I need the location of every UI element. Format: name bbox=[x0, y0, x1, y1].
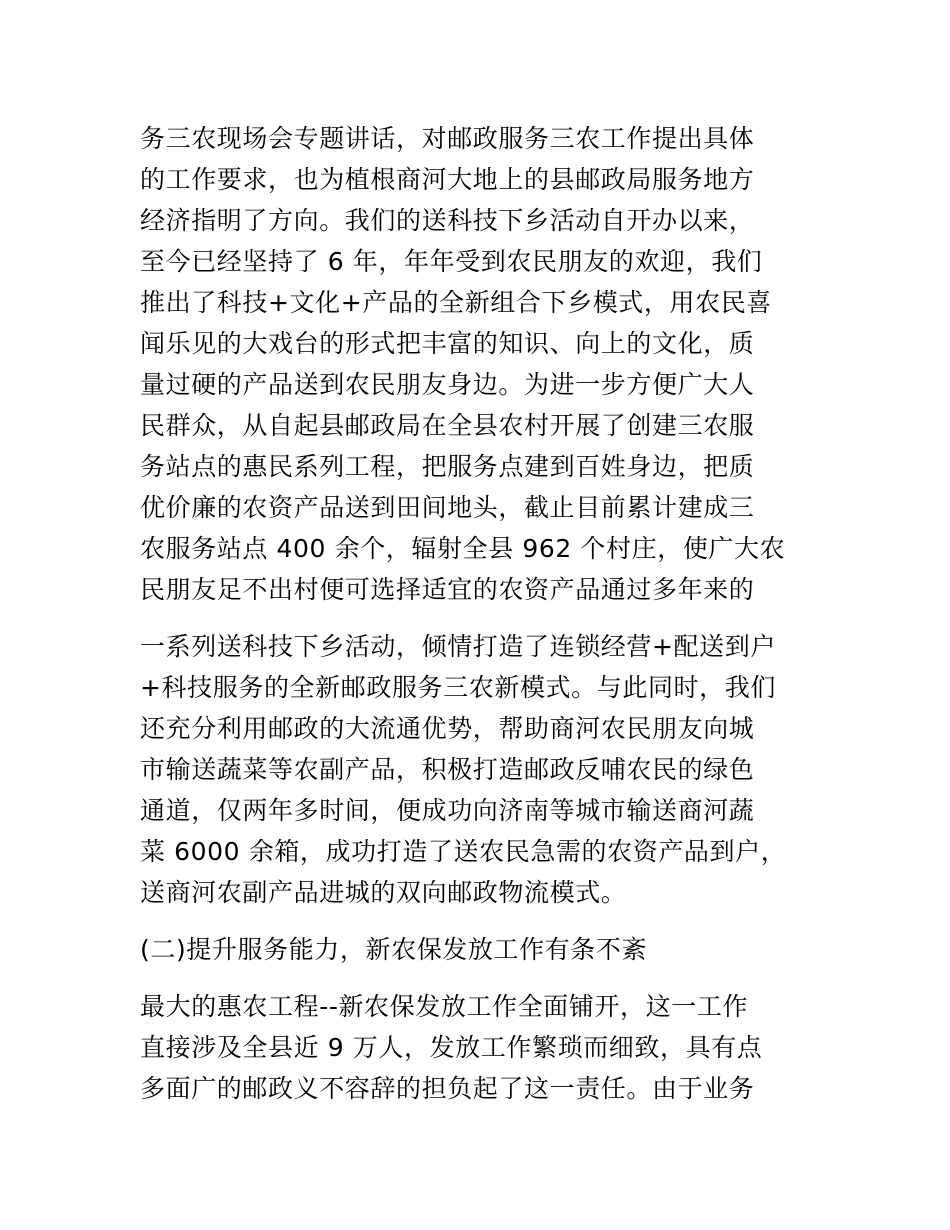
paragraph-2-line: 送商河农副产品进城的双向邮政物流模式。 bbox=[140, 878, 627, 907]
paragraph-1-line: 的工作要求，也为植根商河大地上的县邮政局服务地方 bbox=[140, 165, 755, 194]
paragraph-1-line: 民朋友足不出村便可选择适宜的农资产品通过多年来的 bbox=[140, 575, 755, 604]
paragraph-1-line: 优价廉的农资产品送到田间地头，截止目前累计建成三 bbox=[140, 493, 755, 522]
paragraph-2-line: 通道，仅两年多时间，便成功向济南等城市输送商河蔬 bbox=[140, 796, 755, 825]
paragraph-1-line: 民群众，从自起县邮政局在全县农村开展了创建三农服 bbox=[140, 411, 755, 440]
paragraph-3-line: 直接涉及全县近 9 万人，发放工作繁琐而细致，具有点 bbox=[140, 1033, 763, 1062]
paragraph-1-line: 农服务站点 400 余个，辐射全县 962 个村庄，使广大农 bbox=[140, 534, 786, 563]
paragraph-1-line: 量过硬的产品送到农民朋友身边。为进一步方便广大人 bbox=[140, 370, 755, 399]
paragraph-1-line: 务站点的惠民系列工程，把服务点建到百姓身边，把质 bbox=[140, 452, 755, 481]
paragraph-1-line: 闻乐见的大戏台的形式把丰富的知识、向上的文化，质 bbox=[140, 329, 755, 358]
paragraph-2-line: +科技服务的全新邮政服务三农新模式。与此同时，我们 bbox=[140, 673, 776, 702]
paragraph-1-line: 推出了科技+文化+产品的全新组合下乡模式，用农民喜 bbox=[140, 288, 772, 317]
paragraph-1-line: 务三农现场会专题讲话，对邮政服务三农工作提出具体 bbox=[140, 124, 755, 153]
paragraph-2-line: 一系列送科技下乡活动，倾情打造了连锁经营+配送到户 bbox=[140, 632, 776, 661]
paragraph-2-line: 菜 6000 余箱，成功打造了送农民急需的农资产品到户， bbox=[140, 837, 787, 866]
paragraph-2-line: 市输送蔬菜等农副产品，积极打造邮政反哺农民的绿色 bbox=[140, 755, 755, 784]
paragraph-3-line: 多面广的邮政义不容辞的担负起了这一责任。由于业务 bbox=[140, 1074, 755, 1103]
paragraph-2-line: 还充分利用邮政的大流通优势，帮助商河农民朋友向城 bbox=[140, 714, 755, 743]
paragraph-3-line: 最大的惠农工程--新农保发放工作全面铺开，这一工作 bbox=[140, 992, 749, 1021]
section-heading: (二)提升服务能力，新农保发放工作有条不紊 bbox=[140, 935, 648, 964]
paragraph-1-line: 至今已经坚持了 6 年，年年受到农民朋友的欢迎，我们 bbox=[140, 247, 763, 276]
paragraph-1-line: 经济指明了方向。我们的送科技下乡活动自开办以来， bbox=[140, 206, 755, 235]
